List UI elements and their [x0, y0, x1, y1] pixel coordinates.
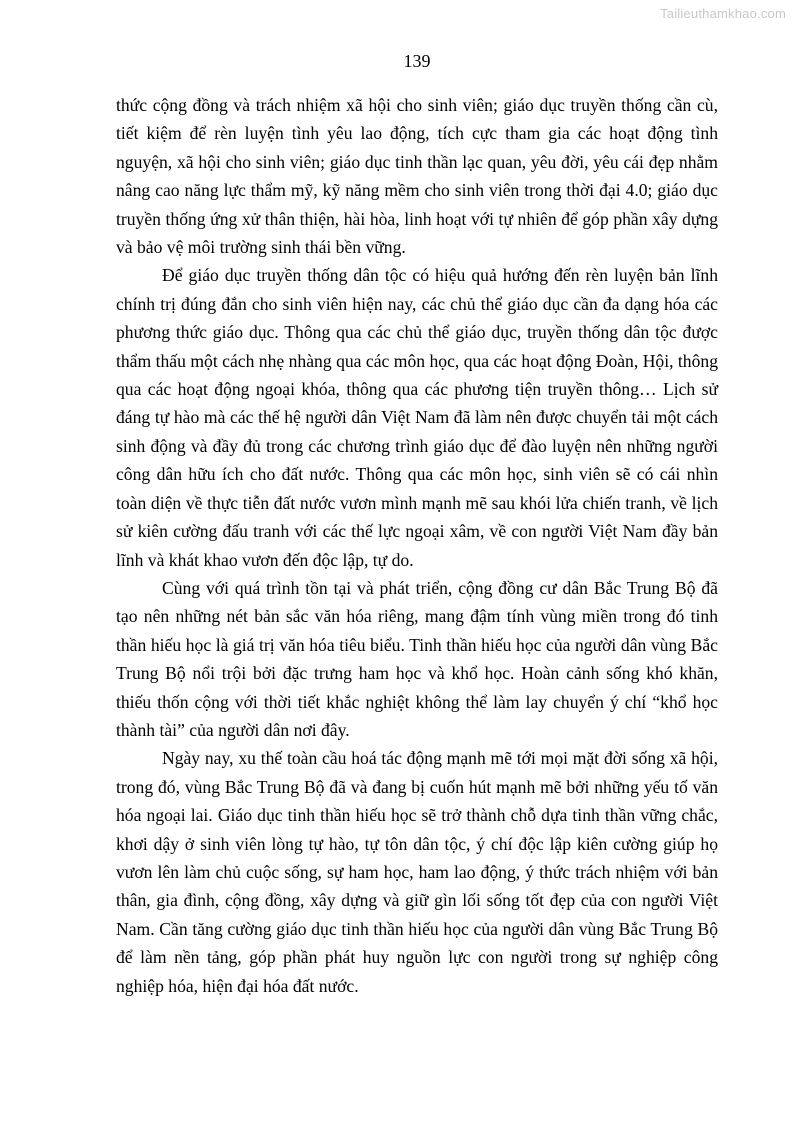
- paragraph-north-central-culture: Cùng với quá trình tồn tại và phát triển, cộng đồng cư dân Bắc Trung Bộ đã tạo nên những nét bản sắc văn hóa riêng, mang đậm tính vùng miền trong đó tinh thần hiếu học là giá trị văn hóa tiêu biểu. Tinh thần hiếu học của người dân vùng Bắc Trung Bộ nổi trội bởi đặc trưng ham học và khổ học. Hoàn cảnh sống khó khăn, thiếu thốn cộng với thời tiết khắc nghiệt không thể làm lay chuyển ý chí “khổ học thành tài” của người dân nơi đây.: [116, 577, 718, 740]
- paragraph-traditional-education: Để giáo dục truyền thống dân tộc có hiệu quả hướng đến rèn luyện bản lĩnh chính trị đúng đắn cho sinh viên hiện nay, các chủ thể giáo dục cần đa dạng hóa các phương thức giáo dục. Thông qua các chủ thể giáo dục, truyền thống dân tộc được thẩm thấu một cách nhẹ nhàng qua các môn học, qua các hoạt động Đoàn, Hội, thông qua các hoạt động ngoại khóa, thông qua các phương tiện truyền thông… Lịch sử đáng tự hào mà các thế hệ người dân Việt Nam đã làm nên được chuyển tải một cách sinh động và đầy đủ trong các chương trình giáo dục để đào luyện nên những người công dân hữu ích cho đất nước. Thông qua các môn học, sinh viên sẽ có cái nhìn toàn diện về thực tiễn đất nước vươn mình mạnh mẽ sau khói lửa chiến tranh, về lịch sử kiên cường đấu tranh với các thế lực ngoại xâm, về con người Việt Nam đầy bản lĩnh và khát khao vươn đến độc lập, tự do.: [116, 265, 718, 570]
- paragraph-globalization: Ngày nay, xu thế toàn cầu hoá tác động mạnh mẽ tới mọi mặt đời sống xã hội, trong đó, vùng Bắc Trung Bộ đã và đang bị cuốn hút mạnh mẽ bởi những yếu tố văn hóa ngoại lai. Giáo dục tinh thần hiếu học sẽ trở thành chỗ dựa tinh thần vững chắc, khơi dậy ở sinh viên lòng tự hào, tự tôn dân tộc, ý chí độc lập kiên cường giúp họ vươn lên làm chủ cuộc sống, sự ham học, ham lao động, ý thức trách nhiệm với bản thân, gia đình, cộng đồng, xây dựng và giữ gìn lối sống tốt đẹp của con người Việt Nam. Cần tăng cường giáo dục tinh thần hiếu học của người dân vùng Bắc Trung Bộ để làm nền tảng, góp phần phát huy nguồn lực con người trong sự nghiệp công nghiệp hóa, hiện đại hóa đất nước.: [116, 748, 718, 996]
- watermark: Tailieuthamkhao.com: [660, 6, 786, 21]
- paragraph-continued: thức cộng đồng và trách nhiệm xã hội cho sinh viên; giáo dục truyền thống cần cù, tiết kiệm để rèn luyện tình yêu lao động, tích cực tham gia các hoạt động tình nguyện, xã hội cho sinh viên; giáo dục tinh thần lạc quan, yêu đời, yêu cái đẹp nhằm nâng cao năng lực thẩm mỹ, kỹ năng mềm cho sinh viên trong thời đại 4.0; giáo dục truyền thống ứng xử thân thiện, hài hòa, linh hoạt với tự nhiên để góp phần xây dựng và bảo vệ môi trường sinh thái bền vững.: [116, 95, 718, 258]
- document-body: [116, 91, 718, 1000]
- page-number: 139: [403, 51, 431, 71]
